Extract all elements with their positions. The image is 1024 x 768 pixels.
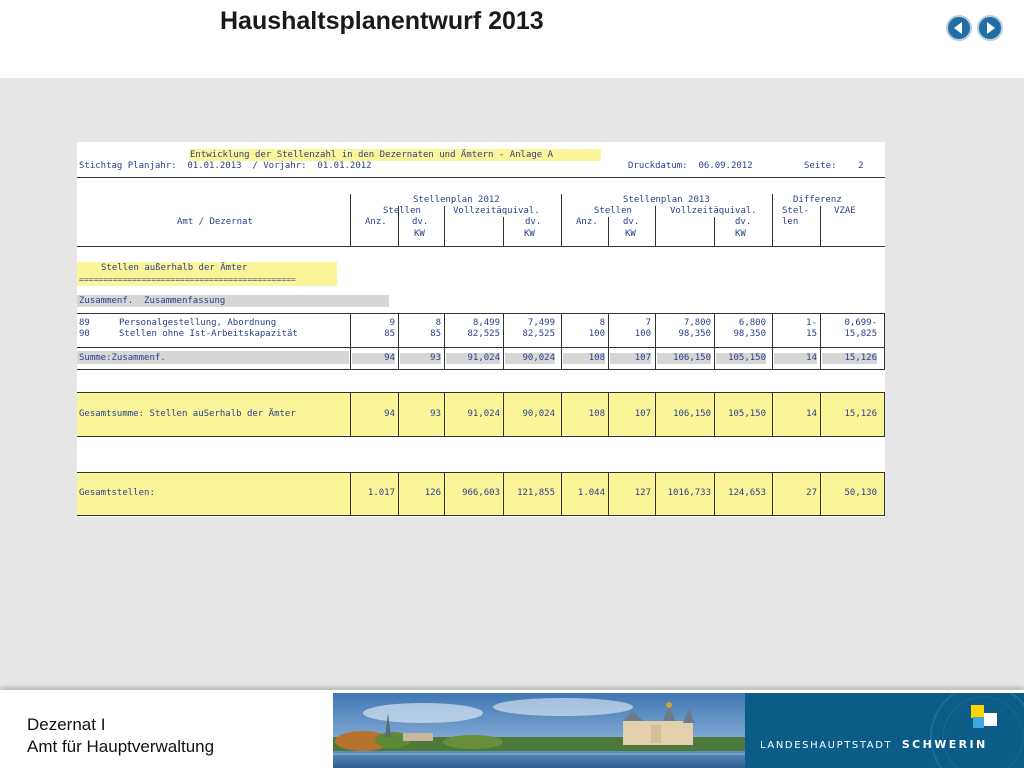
rule bbox=[77, 347, 885, 348]
brand-schwerin: SCHWERIN bbox=[901, 738, 988, 751]
row-89-cell: 1- bbox=[806, 318, 817, 328]
rule bbox=[77, 436, 885, 437]
row-90-cell: 15,825 bbox=[844, 329, 877, 339]
schwerin-castle-photo bbox=[333, 693, 745, 768]
rule bbox=[77, 177, 885, 178]
subheader-kw-vz-2012: KW bbox=[524, 229, 535, 239]
subheader-kw-vz-2013: KW bbox=[735, 229, 746, 239]
gesamtsumme-cell: 108 bbox=[588, 409, 605, 419]
row-89-cell: 8 bbox=[599, 318, 605, 328]
column-header-amt: Amt / Dezernat bbox=[177, 217, 253, 227]
brand-landeshauptstadt: LANDESHAUPTSTADT bbox=[760, 740, 893, 751]
druckdatum: Druckdatum: 06.09.2012 bbox=[628, 161, 753, 171]
scanned-table-document bbox=[77, 142, 885, 517]
city-brand-banner bbox=[745, 693, 1024, 768]
row-name: Personalgestellung, Abordnung bbox=[119, 318, 277, 328]
next-slide-button[interactable] bbox=[977, 15, 1003, 41]
column-divider bbox=[350, 194, 351, 246]
gesamtsumme-cell: 91,024 bbox=[467, 409, 500, 419]
row-89-cell: 9 bbox=[389, 318, 395, 328]
gesamtsumme-cell: 94 bbox=[384, 409, 395, 419]
footer-line-2: Amt für Hauptverwaltung bbox=[27, 737, 215, 756]
summe-cell: 105,150 bbox=[716, 353, 766, 364]
row-89-cell: 0,699- bbox=[844, 318, 877, 328]
column-divider bbox=[503, 217, 504, 246]
row-90-cell: 15 bbox=[806, 329, 817, 339]
rule bbox=[77, 515, 885, 516]
summe-cell: 90,024 bbox=[505, 353, 555, 364]
gesamtstellen-label: Gesamtstellen: bbox=[79, 488, 155, 498]
subheader-kw-2013: KW bbox=[625, 229, 636, 239]
rule bbox=[77, 246, 885, 247]
subheader-dv-vz-2013: dv. bbox=[735, 217, 752, 227]
summe-cell: 106,150 bbox=[657, 353, 711, 364]
rule bbox=[77, 472, 885, 473]
gesamtsumme-cell: 93 bbox=[430, 409, 441, 419]
gesamtsumme-cell: 107 bbox=[634, 409, 651, 419]
row-90-cell: 100 bbox=[634, 329, 651, 339]
gesamtstellen-cell: 126 bbox=[424, 488, 441, 498]
gesamtsumme-cell: 105,150 bbox=[728, 409, 766, 419]
column-group-differenz: Differenz bbox=[793, 195, 842, 205]
gesamtstellen-cell: 50,130 bbox=[844, 488, 877, 498]
summe-cell: 14 bbox=[774, 353, 817, 364]
gesamtstellen-cell: 27 bbox=[806, 488, 817, 498]
column-divider bbox=[714, 217, 715, 246]
gesamtstellen-cell: 1.017 bbox=[367, 488, 395, 498]
subheader-dv-2013: dv. bbox=[623, 217, 640, 227]
column-divider bbox=[655, 206, 656, 246]
column-group-2012: Stellenplan 2012 bbox=[413, 195, 500, 205]
column-group-2013: Stellenplan 2013 bbox=[623, 195, 710, 205]
subheader-anz-2013: Anz. bbox=[576, 217, 598, 227]
subheader-stellen-2013: Stellen bbox=[594, 206, 632, 216]
row-90-cell: 98,350 bbox=[678, 329, 711, 339]
summe-cell: 94 bbox=[352, 353, 395, 364]
seite: Seite: 2 bbox=[804, 161, 864, 171]
section-title: Stellen außerhalb der Ämter bbox=[101, 263, 248, 273]
summe-cell: 91,024 bbox=[446, 353, 500, 364]
column-divider bbox=[444, 206, 445, 246]
slide-footer bbox=[0, 690, 1024, 768]
row-90-cell: 82,525 bbox=[522, 329, 555, 339]
gesamtsumme-cell: 106,150 bbox=[673, 409, 711, 419]
row-code: 89 bbox=[79, 318, 90, 328]
column-divider bbox=[884, 313, 885, 370]
row-89-cell: 6,800 bbox=[738, 318, 766, 328]
row-name: Stellen ohne Ist-Arbeitskapazität bbox=[119, 329, 298, 339]
row-89-cell: 8,499 bbox=[472, 318, 500, 328]
gesamtsumme-label: Gesamtsumme: Stellen auSerhalb der Ämter bbox=[79, 409, 296, 419]
summe-cell: 107 bbox=[610, 353, 651, 364]
gesamtstellen-cell: 1016,733 bbox=[667, 488, 711, 498]
gesamtstellen-cell: 121,855 bbox=[517, 488, 555, 498]
summe-label: Summe:Zusammenf. bbox=[79, 353, 166, 363]
column-divider bbox=[884, 392, 885, 436]
group-label: Zusammenf. Zusammenfassung bbox=[79, 296, 226, 306]
row-code: 90 bbox=[79, 329, 90, 339]
row-90-cell: 85 bbox=[384, 329, 395, 339]
rule bbox=[77, 313, 885, 314]
subheader-kw-2012: KW bbox=[414, 229, 425, 239]
row-90-cell: 82,525 bbox=[467, 329, 500, 339]
section-underline: ============================================= bbox=[79, 275, 296, 284]
row-89-cell: 7 bbox=[645, 318, 651, 328]
row-89-cell: 7,499 bbox=[527, 318, 555, 328]
gesamtsumme-cell: 15,126 bbox=[844, 409, 877, 419]
row-90-cell: 85 bbox=[430, 329, 441, 339]
arrow-right-icon bbox=[979, 17, 1001, 39]
subheader-len: len bbox=[782, 217, 799, 227]
subheader-dv-2012: dv. bbox=[412, 217, 429, 227]
column-divider bbox=[561, 194, 562, 246]
column-divider bbox=[608, 217, 609, 246]
subheader-stel: Stel- bbox=[782, 206, 810, 216]
gesamtsumme-cell: 14 bbox=[806, 409, 817, 419]
subheader-vollzeit-2012: Vollzeitäquival. bbox=[453, 206, 540, 216]
summe-cell: 15,126 bbox=[822, 353, 877, 364]
slide-title: Haushaltsplanentwurf 2013 bbox=[220, 7, 544, 35]
gesamtstellen-cell: 1.044 bbox=[577, 488, 605, 498]
subheader-vollzeit-2013: Vollzeitäquival. bbox=[670, 206, 757, 216]
subheader-anz-2012: Anz. bbox=[365, 217, 387, 227]
gesamtsumme-cell: 90,024 bbox=[522, 409, 555, 419]
subheader-stellen-2012: Stellen bbox=[383, 206, 421, 216]
document-heading: Entwicklung der Stellenzahl in den Dezernaten und Ämtern - Anlage A bbox=[190, 150, 554, 160]
summe-cell: 108 bbox=[563, 353, 605, 364]
row-89-cell: 7,800 bbox=[683, 318, 711, 328]
gesamtstellen-cell: 966,603 bbox=[462, 488, 500, 498]
rule bbox=[77, 369, 885, 370]
footer-line-1: Dezernat I bbox=[27, 715, 106, 734]
gesamtstellen-cell: 124,653 bbox=[728, 488, 766, 498]
city-name bbox=[760, 738, 988, 751]
column-divider bbox=[772, 194, 773, 246]
gesamtstellen-cell: 127 bbox=[634, 488, 651, 498]
row-90-cell: 100 bbox=[588, 329, 605, 339]
summe-cell: 93 bbox=[400, 353, 441, 364]
column-divider bbox=[884, 472, 885, 515]
rule bbox=[77, 392, 885, 393]
column-divider bbox=[820, 206, 821, 246]
previous-slide-button[interactable] bbox=[946, 15, 972, 41]
schwerin-logo-icon bbox=[969, 703, 999, 733]
footer-org bbox=[27, 714, 214, 758]
stichtag-line: Stichtag Planjahr: 01.01.2013 / Vorjahr: 01.01.2012 bbox=[79, 161, 372, 171]
arrow-left-icon bbox=[948, 17, 970, 39]
subheader-dv-vz-2012: dv. bbox=[525, 217, 542, 227]
row-89-cell: 8 bbox=[435, 318, 441, 328]
subheader-vzae: VZAE bbox=[834, 206, 856, 216]
slide-header bbox=[0, 0, 1024, 78]
row-90-cell: 98,350 bbox=[733, 329, 766, 339]
